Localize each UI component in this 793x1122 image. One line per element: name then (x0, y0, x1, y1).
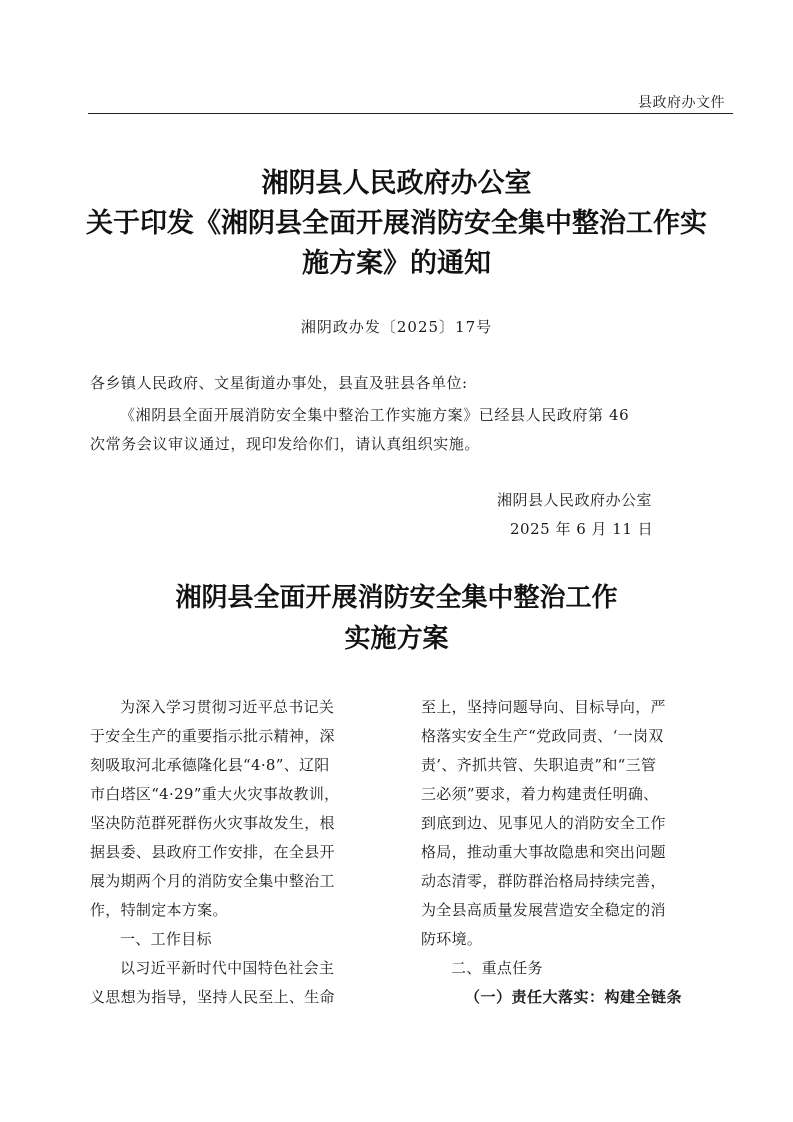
paragraph-line: 展为期两个月的消防安全集中整治工 (90, 872, 335, 890)
header-divider (88, 113, 733, 114)
notice-title (60, 164, 733, 284)
paragraph-line: 到底到边、见事见人的消防安全工作 (421, 814, 666, 832)
paragraph-line: 为全县高质量发展营造安全稳定的消 (421, 901, 666, 919)
paragraph-line: 三必须”要求，着力构建责任明确、 (421, 785, 659, 803)
notice-body-line: 次常务会议审议通过，现印发给你们，请认真组织实施。 (90, 435, 481, 453)
subsection-heading-responsibility: （一）责任大落实：构建全链条 (465, 988, 683, 1006)
section-heading-key-tasks: 二、重点任务 (451, 959, 543, 977)
document-category-label: 县政府办文件 (638, 95, 725, 111)
right-text-column (421, 693, 721, 1012)
paragraph-line: 据县委、县政府工作安排，在全县开 (90, 843, 335, 861)
paragraph-line: 于安全生产的重要指示批示精神，深 (90, 727, 335, 745)
paragraph-line: 格局，推动重大事故隐患和突出问题 (421, 843, 666, 861)
document-number: 湘阴政办发〔2025〕17号 (300, 318, 493, 336)
notice-title-line: 施方案》的通知 (302, 248, 491, 279)
left-text-column (90, 693, 390, 1012)
paragraph-line: 作，特制定本方案。 (90, 901, 228, 919)
signature-date: 2025 年 6 月 11 日 (510, 520, 654, 538)
plan-title-line: 实施方案 (344, 624, 449, 654)
plan-title-line: 湘阴县全面开展消防安全集中整治工作 (175, 583, 618, 613)
section-heading-work-goals: 一、工作目标 (120, 930, 212, 948)
salutation: 各乡镇人民政府、文星街道办事处，县直及驻县各单位: (90, 374, 468, 392)
paragraph-line: 防环境。 (421, 930, 483, 948)
paragraph-line: 格落实安全生产“党政同责、‘一岗双 (421, 727, 664, 745)
paragraph-line: 坚决防范群死群伤火灾事故发生，根 (90, 814, 335, 832)
paragraph-line: 至上，坚持问题导向、目标导向，严 (421, 698, 666, 716)
paragraph-line: 刻吸取河北承德隆化县“4·8”、辽阳 (90, 756, 330, 774)
paragraph-line: 责’、齐抓共管、失职追责”和“三管 (421, 756, 657, 774)
paragraph-line: 为深入学习贯彻习近平总书记关 (120, 698, 335, 716)
paragraph-line: 市白塔区“4·29”重大火灾事故教训， (90, 785, 340, 803)
notice-body-line: 《湘阴县全面开展消防安全集中整治工作实施方案》已经县人民政府第 46 (120, 406, 630, 424)
plan-title (0, 578, 793, 660)
notice-body (90, 401, 730, 459)
paragraph-line: 以习近平新时代中国特色社会主 (120, 959, 335, 977)
notice-title-line: 关于印发《湘阴县全面开展消防安全集中整治工作实 (86, 208, 707, 239)
paragraph-line: 动态清零，群防群治格局持续完善， (421, 872, 666, 890)
paragraph-line: 义思想为指导，坚持人民至上、生命 (90, 988, 335, 1006)
notice-title-line: 湘阴县人民政府办公室 (261, 168, 532, 199)
signature-organization: 湘阴县人民政府办公室 (497, 491, 653, 509)
